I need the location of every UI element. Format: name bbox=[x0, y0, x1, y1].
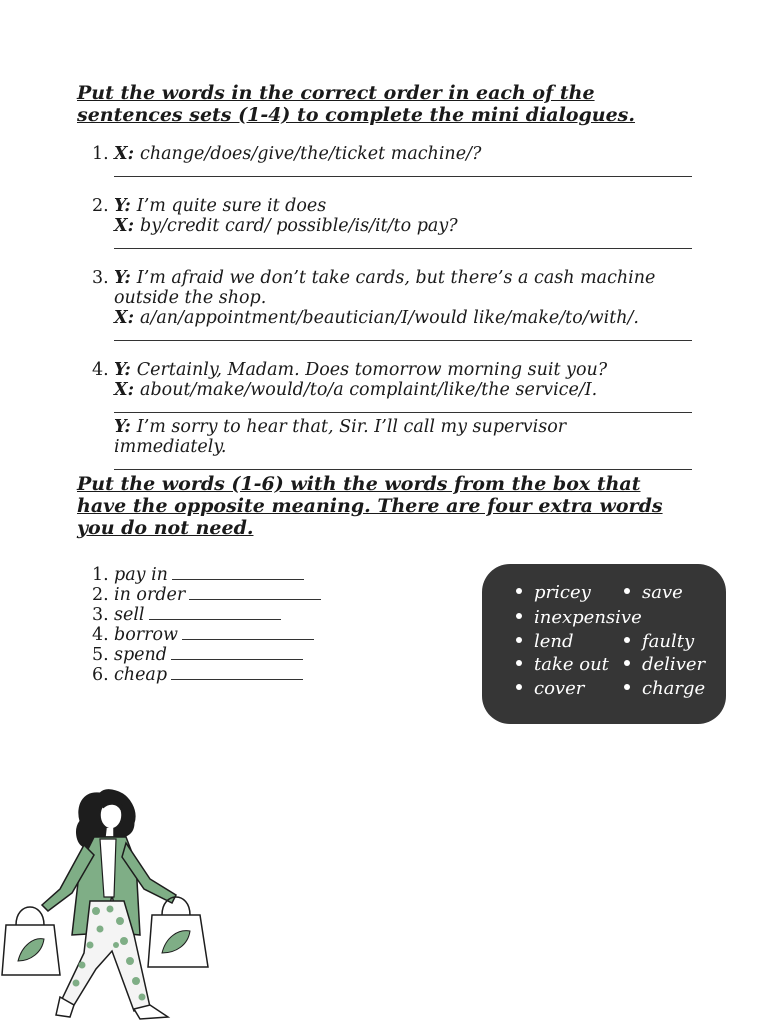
word-text: charge bbox=[642, 678, 706, 699]
dialogue-item-2 bbox=[92, 196, 692, 249]
bullet-icon bbox=[516, 613, 522, 619]
item-number: 3. bbox=[92, 268, 109, 288]
answer-line[interactable] bbox=[114, 164, 692, 177]
dialogue-item-3 bbox=[92, 268, 692, 341]
bullet-icon bbox=[516, 637, 522, 643]
dialogue-text: I’m afraid we don’t take cards, but there’s a cash machine outside the shop. bbox=[114, 268, 656, 308]
answer-blank[interactable] bbox=[182, 638, 314, 640]
list-item bbox=[92, 605, 352, 625]
word-text: save bbox=[642, 582, 683, 603]
item-number: 6. bbox=[92, 665, 109, 685]
exercise2-list bbox=[92, 565, 352, 685]
speaker-label: X: bbox=[114, 380, 135, 400]
word-box-item bbox=[516, 582, 591, 603]
answer-blank[interactable] bbox=[149, 618, 281, 620]
item-number: 2. bbox=[92, 585, 109, 605]
bullet-icon bbox=[516, 588, 522, 594]
bullet-icon bbox=[624, 588, 630, 594]
word-box-item bbox=[624, 582, 683, 603]
word-box-item bbox=[624, 654, 705, 675]
dialogue-text: Certainly, Madam. Does tomorrow morning suit you? bbox=[136, 360, 608, 380]
exercise1-instruction bbox=[77, 82, 717, 126]
item-number: 2. bbox=[92, 196, 109, 216]
speaker-label: Y: bbox=[114, 417, 131, 437]
shopping-woman-illustration bbox=[0, 785, 215, 1024]
item-number: 4. bbox=[92, 360, 109, 380]
dialogue-text: by/credit card/ possible/is/it/to pay? bbox=[140, 216, 458, 236]
bullet-icon bbox=[624, 637, 630, 643]
answer-blank[interactable] bbox=[172, 578, 304, 580]
item-word: borrow bbox=[114, 625, 178, 645]
speaker-label: X: bbox=[114, 308, 135, 328]
list-item bbox=[92, 585, 352, 605]
item-number: 4. bbox=[92, 625, 109, 645]
list-item bbox=[92, 665, 352, 685]
speaker-label: Y: bbox=[114, 196, 131, 216]
word-text: deliver bbox=[642, 654, 706, 675]
list-item bbox=[92, 565, 352, 585]
exercise2-instruction bbox=[77, 473, 717, 539]
list-item bbox=[92, 625, 352, 645]
exercise1-instruction-line1: Put the words in the correct order in each of the bbox=[77, 82, 595, 104]
answer-blank[interactable] bbox=[171, 658, 303, 660]
word-box-item bbox=[516, 631, 574, 652]
word-text: take out bbox=[534, 654, 609, 675]
exercise1-list bbox=[92, 144, 692, 470]
word-box bbox=[482, 564, 726, 724]
word-text: inexpensive bbox=[534, 607, 642, 628]
word-text: lend bbox=[534, 631, 574, 652]
item-word: sell bbox=[114, 605, 145, 625]
dialogue-text: a/an/appointment/beautician/I/would like/make/to/with/. bbox=[140, 308, 639, 328]
dialogue-text: I’m sorry to hear that, Sir. I’ll call my supervisor immediately. bbox=[114, 417, 567, 457]
speaker-label: Y: bbox=[114, 268, 131, 288]
word-box-item bbox=[624, 631, 694, 652]
exercise2-instruction-line1: Put the words (1-6) with the words from the box that bbox=[77, 473, 641, 495]
word-text: cover bbox=[534, 678, 585, 699]
answer-blank[interactable] bbox=[171, 678, 303, 680]
bullet-icon bbox=[516, 684, 522, 690]
answer-line[interactable] bbox=[114, 328, 692, 341]
item-word: in order bbox=[114, 585, 186, 605]
word-box-item bbox=[516, 607, 642, 628]
item-number: 1. bbox=[92, 144, 109, 164]
dialogue-text: I’m quite sure it does bbox=[136, 196, 327, 216]
list-item bbox=[92, 645, 352, 665]
word-box-item bbox=[624, 678, 705, 699]
dialogue-item-1 bbox=[92, 144, 692, 177]
word-box-item bbox=[516, 678, 584, 699]
answer-line[interactable] bbox=[114, 236, 692, 249]
dialogue-text: change/does/give/the/ticket machine/? bbox=[140, 144, 482, 164]
speaker-label: X: bbox=[114, 144, 135, 164]
answer-line[interactable] bbox=[114, 457, 692, 470]
bullet-icon bbox=[624, 684, 630, 690]
item-word: pay in bbox=[114, 565, 168, 585]
word-box-item bbox=[516, 654, 609, 675]
dialogue-text: about/make/would/to/a complaint/like/the service/I. bbox=[140, 380, 598, 400]
speaker-label: Y: bbox=[114, 360, 131, 380]
item-word: spend bbox=[114, 645, 168, 665]
bullet-icon bbox=[516, 660, 522, 666]
item-number: 5. bbox=[92, 645, 109, 665]
exercise1-instruction-line2: sentences sets (1-4) to complete the mini dialogues. bbox=[77, 104, 635, 126]
word-text: faulty bbox=[642, 631, 695, 652]
exercise2-instruction-line2: have the opposite meaning. There are four extra words bbox=[77, 495, 663, 517]
answer-line[interactable] bbox=[114, 400, 692, 413]
word-text: pricey bbox=[534, 582, 591, 603]
item-number: 1. bbox=[92, 565, 109, 585]
exercise2-instruction-line3: you do not need. bbox=[77, 517, 254, 539]
item-word: cheap bbox=[114, 665, 168, 685]
speaker-label: X: bbox=[114, 216, 135, 236]
item-number: 3. bbox=[92, 605, 109, 625]
answer-blank[interactable] bbox=[189, 598, 321, 600]
dialogue-item-4 bbox=[92, 360, 692, 470]
bullet-icon bbox=[624, 660, 630, 666]
